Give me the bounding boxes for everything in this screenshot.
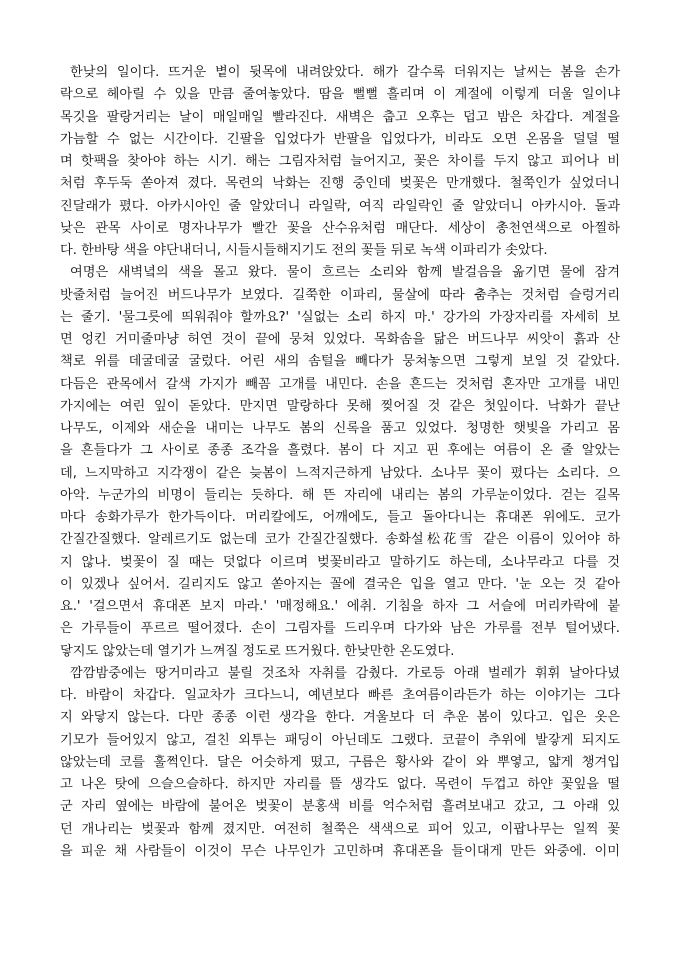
text-line: 닿지도 않았는데 열기가 느껴질 정도로 뜨거웠다. 한낮만한 온도였다. (60, 643, 455, 659)
text-line: 군 자리 옆에는 바람에 불어온 벚꽃이 분홍색 비를 억수처럼 흘려보내고 갔고, 그 아래 있 (60, 799, 620, 815)
text-line: 던 개나리는 벚꽃과 함께 졌지만. 여전히 철쭉은 색색으로 피어 있고, 이팝나무는 일찍 꽃 (60, 821, 620, 837)
text-line: 나무도, 이제와 새순을 내미는 나무도 봄의 신록을 품고 있었다. 청명한 햇빛을 가리고 몸 (60, 421, 620, 436)
text-line: 이 있겠나 싶어서. 길리지도 않고 쏟아지는 꼴에 결국은 입을 열고 만다. '눈 오는 것 같아 (60, 576, 620, 592)
text-line: 데, 느지막하고 지각쟁이 같은 늦봄이 느적지근하게 남았다. 소나무 꽃이 폈다는 소리다. 으 (60, 465, 620, 481)
text-line: 면 엉킨 거미줄마냥 허연 것이 끝에 뭉쳐 있었다. 목화솜을 닮은 버드나무 씨앗이 흙과 산 (60, 332, 620, 347)
text-line: 가늠할 수 없는 시간이다. 긴팔을 입었다가 반팔을 입었다가, 비라도 오면 온몸을 덜덜 떨 (60, 131, 620, 147)
text-line: 진달래가 폈다. 아카시아인 줄 알았더니 라일락, 여직 라일락인 줄 알았더니 아카시아. 돌과 (60, 198, 620, 214)
text-line: 아악. 누군가의 비명이 들리는 듯하다. 해 뜬 자리에 내리는 봄의 가루눈이었다. 걷는 길목 (60, 487, 620, 503)
paragraph (60, 663, 620, 863)
text-line: 한낮의 일이다. 뜨거운 볕이 뒷목에 내려앉았다. 해가 갈수록 더워지는 날씨는 봄을 손가 (70, 65, 620, 80)
text-line: 며 핫팩을 찾아야 하는 시기. 해는 그림자처럼 늘어지고, 꽃은 차이를 두지 않고 피어나 비 (60, 154, 620, 169)
text-line: 깜깜밤중에는 땅거미라고 불릴 것조차 자취를 감췄다. 가로등 아래 벌레가 휘휘 날아다녔 (70, 665, 620, 681)
text-line: 지 않나. 벚꽃이 질 때는 덧없다 이르며 벚꽃비라고 말하기도 하는데, 소나무라고 다를 것 (60, 554, 620, 570)
text-line: 여명은 새벽녘의 색을 몰고 왔다. 물이 흐르는 소리와 함께 발걸음을 옮기면 물에 잠겨 (70, 265, 620, 281)
text-line: 락으로 헤아릴 수 있을 만큼 줄여놓았다. 땀을 뻘뻘 흘리며 이 계절에 이렇게 더울 일이냐 (60, 87, 620, 103)
text-line: 마다 송화가루가 한가득이다. 머리칼에도, 어깨에도, 들고 돌아다니는 휴대폰 위에도. 코가 (60, 510, 620, 525)
paragraph (60, 262, 620, 663)
text-line: 가지에는 여린 잎이 돋았다. 만지면 말랑하다 못해 찢어질 것 같은 첫잎이다. 낙화가 끝난 (60, 398, 620, 414)
text-line: 기모가 들어있지 않고, 걸친 외투는 패딩이 아닌데도 그랬다. 코끝이 추위에 발갛게 되지도 (60, 732, 620, 748)
text-line: 낮은 관목 사이로 명자나무가 빨간 꽃을 산수유처럼 매단다. 세상이 총천연색으로 아찔하 (60, 220, 620, 236)
text-line: 밧줄처럼 늘어진 버드나무가 보였다. 길쭉한 이파리, 물살에 따라 춤추는 것처럼 슬렁거리 (60, 287, 620, 303)
text-line: 다. 한바탕 색을 야단내더니, 시들시들해지기도 전의 꽃들 뒤로 녹색 이파리가 솟았다. (60, 243, 548, 258)
text-line: 처럼 후두둑 쏟아져 졌다. 목련의 낙화는 진행 중인데 벚꽃은 만개했다. 철쭉인가 싶었더니 (60, 176, 620, 192)
text-line: 지 와닿지 않는다. 다만 종종 이런 생각을 한다. 겨울보다 더 추운 봄이 있다고. 입은 옷은 (60, 710, 620, 726)
text-line: 간질간질했다. 알레르기도 없는데 코가 간질간질했다. 송화설松花雪 같은 이름이 있어야 하 (60, 532, 620, 548)
text-line: 을 피운 채 사람들이 이것이 무슨 나무인가 고민하며 휴대폰을 들이대게 만든 와중에. 이미 (60, 843, 620, 859)
text-line: 않았는데 코를 훌쩍인다. 달은 어슷하게 떴고, 구름은 황사와 같이 와 뿌옇고, 얇게 챙겨입 (60, 754, 620, 770)
text-line: 을 흔들다가 그 사이로 종종 조각을 흘렸다. 봄이 다 지고 핀 후에는 여름이 온 줄 알았는 (60, 443, 620, 459)
paragraph (60, 62, 620, 262)
text-line: 목깃을 팔랑거리는 날이 매일매일 빨라진다. 새벽은 춥고 오후는 덥고 밤은 차갑다. 계절을 (60, 109, 620, 125)
text-line: 다. 바람이 차갑다. 일교차가 크다느니, 예년보다 빠른 초여름이라든가 하는 이야기는 그다 (60, 688, 620, 703)
text-line: 다듬은 관목에서 갈색 가지가 빼꼼 고개를 내민다. 손을 흔드는 것처럼 혼자만 고개를 내민 (60, 376, 620, 392)
text-line: 고 나온 탓에 으슬으슬하다. 하지만 자리를 뜰 생각도 없다. 목련이 두껍고 하얀 꽃잎을 떨 (60, 777, 620, 792)
text-line: 요.' '걸으면서 휴대폰 보지 마라.' '매정해요.' 에취. 기침을 하자 그 서슬에 머리카락에 붙 (60, 599, 620, 614)
document-page (60, 62, 620, 863)
text-line: 책로 위를 데굴데굴 굴렀다. 어린 새의 솜털을 빼다가 뭉쳐놓으면 그렇게 보일 것 같았다. (60, 354, 620, 370)
text-line: 는 줄기. '물그릇에 띄워줘야 할까요?' '실없는 소리 하지 마.' 강가의 가장자리를 자세히 보 (60, 309, 620, 325)
text-line: 은 가루들이 푸르르 떨어졌다. 손이 그림자를 드리우며 다가와 남은 가루를 전부 털어냈다. (60, 621, 620, 637)
